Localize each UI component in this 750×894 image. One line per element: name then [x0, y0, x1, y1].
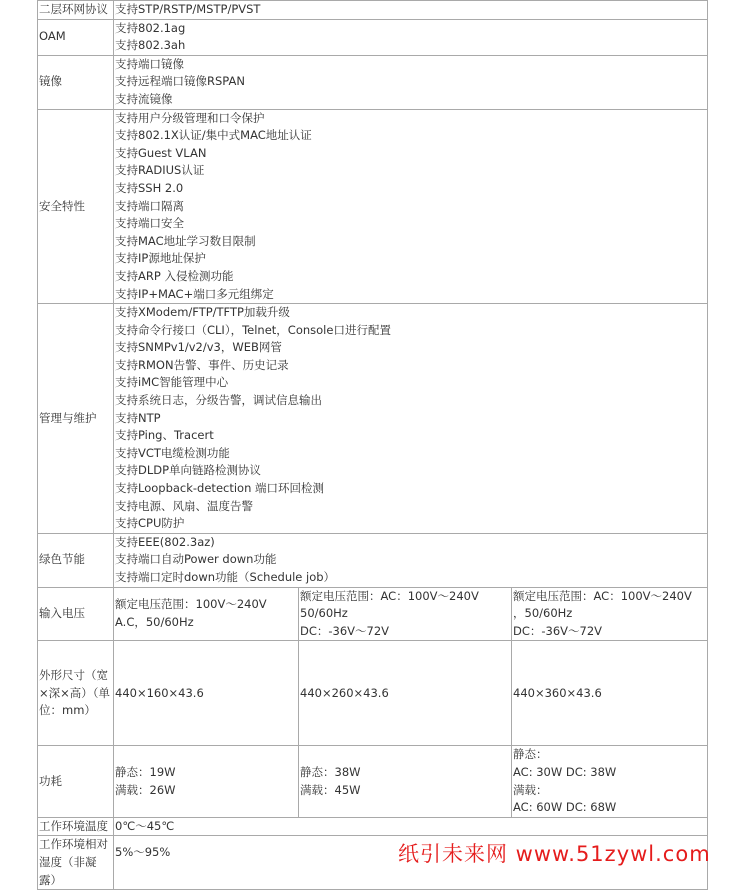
value-line: 支持端口隔离 [115, 198, 184, 213]
value-line: 支持VCT电缆检测功能 [115, 445, 230, 460]
value-line: 支持Loopback-detection 端口环回检测 [115, 481, 325, 496]
table-row [38, 817, 708, 836]
row-label: 功耗 [38, 746, 114, 817]
value-line: 支持Guest VLAN [115, 145, 207, 160]
model-value-cell [114, 641, 299, 746]
value-line: 支持STP/RSTP/MSTP/PVST [115, 2, 261, 16]
table-row [38, 304, 708, 534]
value-line: 支持RMON告警、事件、历史记录 [115, 357, 289, 372]
table-row [38, 55, 708, 109]
value-line: AC: 60W DC: 68W [513, 800, 617, 815]
row-label: 工作环境温度 [38, 817, 114, 836]
row-label: 镜像 [38, 55, 114, 109]
value-line: 满载： [513, 782, 548, 797]
spec-table [37, 0, 708, 890]
row-label: 工作环境相对湿度（非凝露） [38, 836, 114, 890]
value-line: 支持电源、风扇、温度告警 [115, 498, 253, 513]
model-value-cell [299, 641, 512, 746]
row-label: 输入电压 [38, 587, 114, 641]
value-line: 支持802.1X认证/集中式MAC地址认证 [115, 128, 312, 143]
table-row [38, 587, 708, 641]
value-line: A.C，50/60Hz [115, 614, 194, 629]
table-row [38, 533, 708, 587]
row-value [114, 19, 708, 55]
value-line: 支持SSH 2.0 [115, 180, 184, 195]
model-value-cell [299, 587, 512, 641]
row-label: 管理与维护 [38, 304, 114, 534]
value-line: 支持命令行接口（CLI），Telnet，Console口进行配置 [115, 322, 391, 337]
value-line: 50/60Hz [300, 606, 348, 621]
value-line: 0℃～45℃ [115, 818, 175, 833]
table-row [38, 746, 708, 817]
value-line: 额定电压范围：AC：100V～240V [300, 588, 479, 603]
row-label: 外形尺寸（宽×深×高）（单位：mm） [38, 641, 114, 746]
value-line: 支持XModem/FTP/TFTP加载升级 [115, 305, 290, 320]
value-line: 支持端口自动Power down功能 [115, 552, 277, 567]
value-line: 支持MAC地址学习数目限制 [115, 233, 256, 248]
value-line: 支持端口镜像 [115, 56, 184, 71]
value-line: 440×160×43.6 [115, 685, 204, 700]
row-value [114, 109, 708, 304]
value-line: 支持RADIUS认证 [115, 163, 205, 178]
value-line: 静态： [513, 747, 548, 762]
value-line: AC: 30W DC: 38W [513, 764, 617, 779]
value-line: 静态：19W [115, 764, 176, 779]
table-row [38, 1, 708, 20]
value-line: 支持IP源地址保护 [115, 251, 206, 266]
value-line: 满载：26W [115, 782, 176, 797]
value-line: 440×360×43.6 [513, 685, 602, 700]
value-line: 支持系统日志，分级告警，调试信息输出 [115, 393, 322, 408]
value-line: 440×260×43.6 [300, 685, 389, 700]
model-value-cell [512, 746, 708, 817]
row-label: 绿色节能 [38, 533, 114, 587]
table-row [38, 19, 708, 55]
value-line: DC：-36V～72V [300, 623, 390, 638]
value-line: 支持Ping、Tracert [115, 428, 214, 443]
value-line: 支持DLDP单向链路检测协议 [115, 463, 262, 478]
spec-table-body [38, 1, 708, 890]
value-line: 支持用户分级管理和口令保护 [115, 110, 265, 125]
value-line: 支持流镜像 [115, 91, 173, 106]
value-line: DC：-36V～72V [513, 623, 603, 638]
model-value-cell [512, 641, 708, 746]
value-line: 支持CPU防护 [115, 516, 185, 531]
row-label: 安全特性 [38, 109, 114, 304]
row-label: OAM [38, 19, 114, 55]
value-line: 5%～95% [115, 845, 171, 860]
value-line: 支持ARP 入侵检测功能 [115, 268, 234, 283]
table-row [38, 109, 708, 304]
watermark-text: 纸引未来网 www.51zywl.com [398, 842, 711, 866]
row-value [114, 1, 708, 20]
value-line: 支持SNMPv1/v2/v3，WEB网管 [115, 340, 282, 355]
value-line: 支持EEE(802.3az) [115, 534, 215, 549]
value-line: 满载：45W [300, 782, 361, 797]
row-label: 二层环网协议 [38, 1, 114, 20]
model-value-cell [512, 587, 708, 641]
value-line: 支持802.1ag [115, 20, 186, 35]
row-value [114, 817, 708, 836]
row-value [114, 533, 708, 587]
value-line: 支持802.3ah [115, 38, 186, 53]
row-value [114, 304, 708, 534]
value-line: 支持远程端口镜像RSPAN [115, 74, 245, 89]
value-line: 额定电压范围：AC：100V～240V [513, 588, 692, 603]
value-line: ，50/60Hz [513, 606, 573, 621]
row-value [114, 55, 708, 109]
value-line: 支持端口定时down功能（Schedule job） [115, 570, 336, 584]
value-line: 支持iMC智能管理中心 [115, 375, 229, 390]
table-row [38, 641, 708, 746]
value-line: 额定电压范围：100V～240V [115, 597, 267, 612]
value-line: 静态：38W [300, 764, 361, 779]
model-value-cell [114, 746, 299, 817]
model-value-cell [114, 587, 299, 641]
value-line: 支持端口安全 [115, 216, 184, 231]
model-value-cell [299, 746, 512, 817]
value-line: 支持IP+MAC+端口多元组绑定 [115, 286, 274, 301]
value-line: 支持NTP [115, 410, 161, 425]
